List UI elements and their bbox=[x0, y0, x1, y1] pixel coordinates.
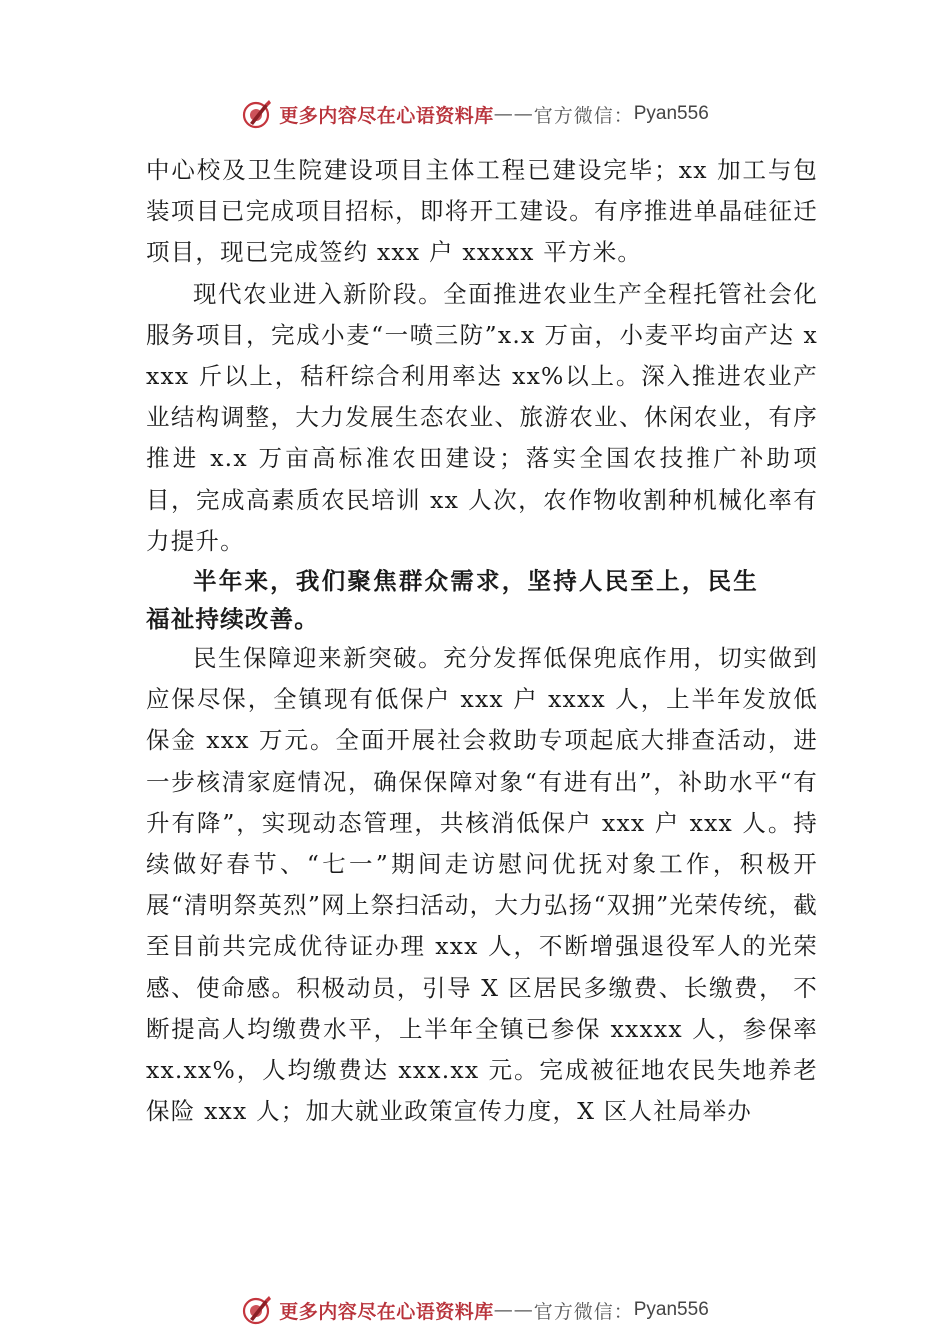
watermark-separator: —— bbox=[493, 1299, 534, 1321]
watermark-handle: Pyan556 bbox=[633, 1299, 709, 1320]
paragraph-livelihood-security: 民生保障迎来新突破。充分发挥低保兜底作用，切实做到应保尽保，全镇现有低保户 xxx 户 xxxx 人，上半年发放低保金 xxx 万元。全面开展社会救助专项起底大排查活动，进一步核清家庭情况，确保保障对象“有进有出”，补助水平“有升有降”，实现动态管理，共核消低保户 xxx 户 xxx 人。持续做好春节、“七一”期间走访慰问优抚对象工作，积极开展“清明祭英烈”网上祭扫活动，大力弘扬“双拥”光荣传统，截至目前共完成优待证办理 xxx 人，不断增强退役军人的光荣感、使命感。积极动员，引导 X 区居民多缴费、长缴费， 不断提高人均缴费水平，上半年全镇已参保 xxxxx 人，参保率 xx.xx%，人均缴费达 xxx.xx 元。完成被征地农民失地养老保险 xxx 人；加大就业政策宣传力度，X 区人社局举办 bbox=[146, 644, 818, 1126]
watermark-library-text: 更多内容尽在心语资料库 bbox=[279, 1300, 494, 1323]
paragraph-modern-agriculture: 现代农业进入新阶段。全面推进农业生产全程托管社会化服务项目，完成小麦“一喷三防”x.x 万亩，小麦平均亩产达 xxxx 斤以上，秸秆综合利用率达 xx%以上。深入推进农业产业结构调整，大力发展生态农业、旅游农业、休闲农业，有序推进 x.x 万亩高标准农田建设；落实全国农技推广补助项目，完成高素质农民培训 xx 人次，农作物收割种机械化率有力提升。 bbox=[146, 279, 818, 555]
pen-circle-icon bbox=[241, 98, 273, 130]
section-heading-livelihood: 半年来，我们聚焦群众需求，坚持人民至上，民生福祉持续改善。 bbox=[146, 567, 758, 634]
watermark-handle: Pyan556 bbox=[633, 103, 709, 124]
watermark-banner-bottom bbox=[0, 1290, 950, 1330]
watermark-wechat-label: 官方微信： bbox=[533, 1300, 634, 1323]
document-body bbox=[146, 150, 818, 1132]
watermark-library-text: 更多内容尽在心语资料库 bbox=[279, 104, 494, 127]
watermark-banner-top bbox=[0, 94, 950, 134]
watermark-separator: —— bbox=[493, 103, 534, 125]
pen-circle-icon bbox=[241, 1294, 273, 1326]
paragraph-continuation: 中心校及卫生院建设项目主体工程已建设完毕；xx 加工与包装项目已完成项目招标，即将开工建设。有序推进单晶硅征迁项目，现已完成签约 xxx 户 xxxxx 平方米。 bbox=[146, 156, 818, 267]
watermark-wechat-label: 官方微信： bbox=[533, 104, 634, 127]
